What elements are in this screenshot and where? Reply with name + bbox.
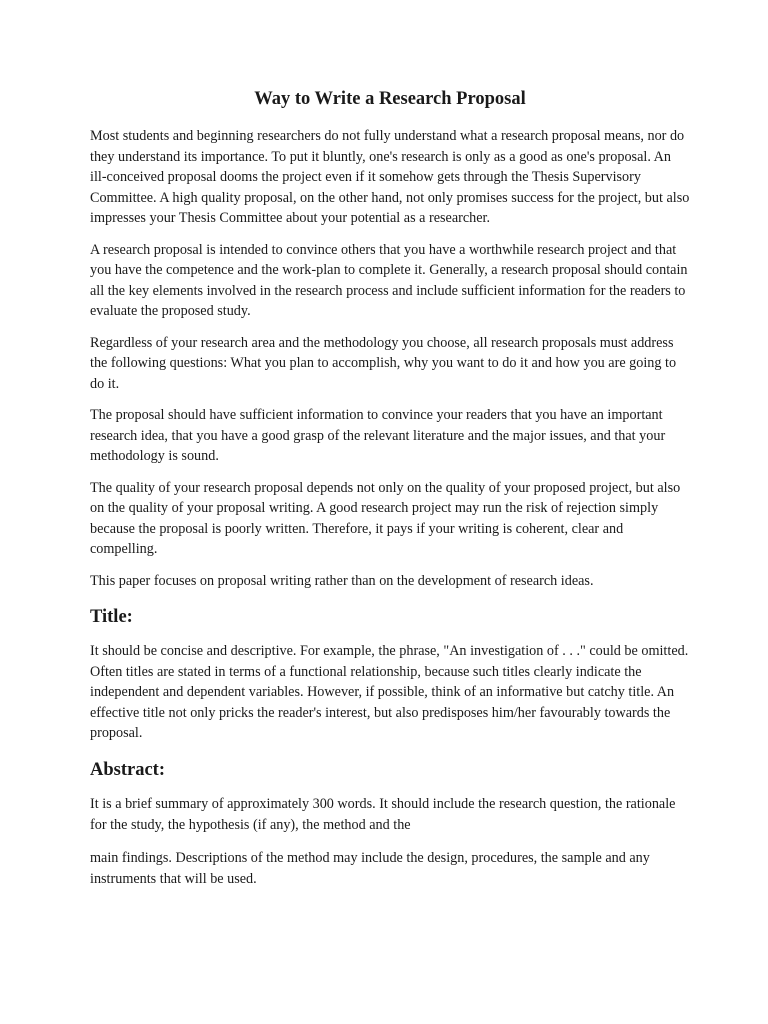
intro-paragraph-6: This paper focuses on proposal writing rather than on the development of research ideas.: [90, 572, 594, 589]
abstract-paragraph-1: It is a brief summary of approximately 300 words. It should include the research question, the rationale for the study, the hypothesis (if any), the method and the: [90, 796, 676, 833]
intro-paragraph-3: Regardless of your research area and the methodology you choose, all research proposals must address the following questions: What you plan to accomplish, why you want to do it and how you are going to do it.: [90, 334, 677, 392]
document-title: Way to Write a Research Proposal: [254, 89, 526, 109]
section-heading-abstract: Abstract:: [90, 759, 166, 780]
abstract-paragraph-2: main findings. Descriptions of the method may include the design, procedures, the sample and any instruments that will be used.: [90, 850, 650, 887]
intro-paragraph-2: A research proposal is intended to convince others that you have a worthwhile research project and that you have the competence and the work-plan to complete it. Generally, a research proposal should contain all the key elements involved in the research process and include sufficient information for the readers to evaluate the proposed study.: [90, 241, 688, 320]
intro-paragraph-4: The proposal should have sufficient information to convince your readers that you have an important research idea, that you have a good grasp of the relevant literature and the major issues, and that your methodology is sound.: [90, 407, 666, 465]
intro-paragraph-1: Most students and beginning researchers do not fully understand what a research proposal means, nor do they understand its importance. To put it bluntly, one's research is only as a good as one's proposal. An ill-conceived proposal dooms the project even if it somehow gets through the Thesis Supervisory Committee. A high quality proposal, on the other hand, not only promises success for the project, but also impresses your Thesis Committee about your potential as a researcher.: [90, 128, 690, 227]
document-page: [90, 88, 690, 900]
section-heading-title: Title:: [90, 607, 133, 628]
intro-paragraph-5: The quality of your research proposal depends not only on the quality of your proposed project, but also on the quality of your proposal writing. A good research project may run the risk of rejection simply because the proposal is poorly written. Therefore, it pays if your writing is coherent, clear and compelling.: [90, 479, 681, 558]
title-section-paragraph: It should be concise and descriptive. For example, the phrase, "An investigation of . . ." could be omitted. Often titles are stated in terms of a functional relationship, because such titles clearly indicate the independent and dependent variables. However, if possible, think of an informative but catchy title. An effective title not only pricks the reader's interest, but also predisposes him/her favourably towards the proposal.: [90, 643, 689, 742]
